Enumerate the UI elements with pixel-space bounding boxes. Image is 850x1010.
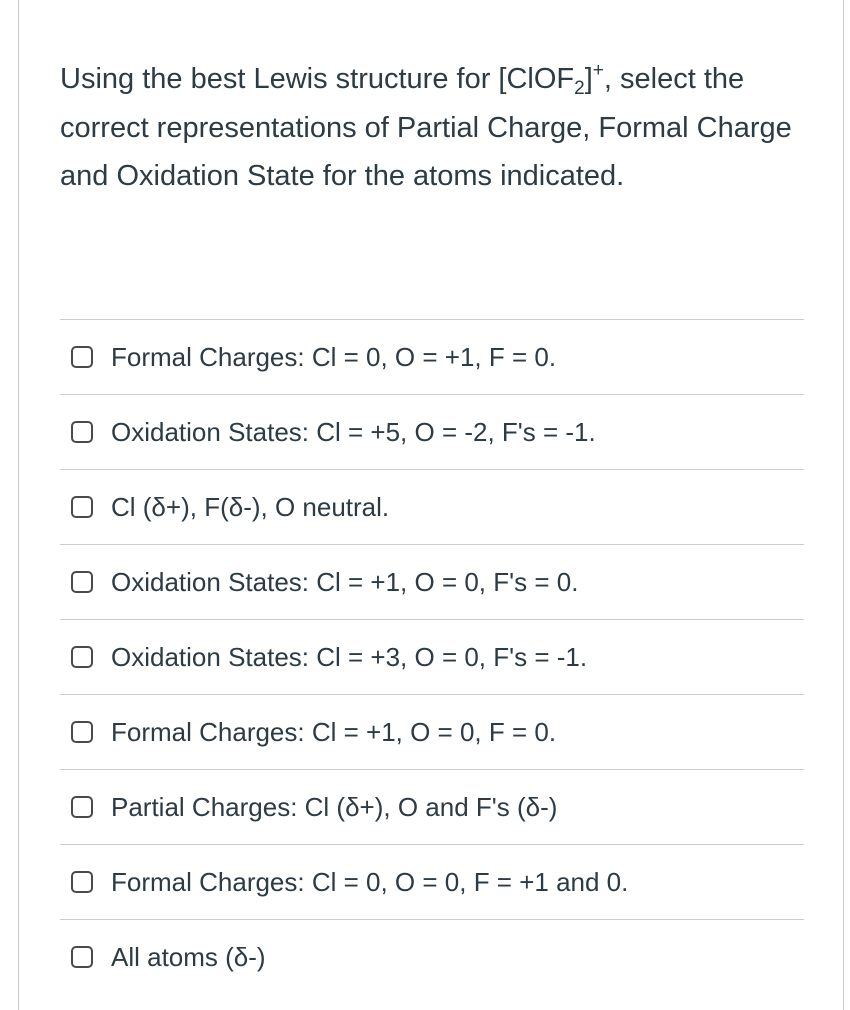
answer-option[interactable] xyxy=(60,619,804,694)
question-text xyxy=(60,55,820,201)
answer-label: Partial Charges: Cl (δ+), O and F's (δ-) xyxy=(111,791,558,822)
question-superscript: + xyxy=(592,60,604,81)
answer-option[interactable] xyxy=(60,544,804,619)
answer-label: Oxidation States: Cl = +3, O = 0, F's = -1. xyxy=(111,641,588,672)
answer-option[interactable] xyxy=(60,919,804,994)
question-text-end: , select the correct representations of Partial Charge, Formal Charge and Oxidation State for the atoms indicated. xyxy=(60,63,792,192)
answer-label: Oxidation States: Cl = +5, O = -2, F's = -1. xyxy=(111,416,596,447)
question-text-start: Using the best Lewis structure for [ClOF xyxy=(60,63,575,95)
answer-label: Cl (δ+), F(δ-), O neutral. xyxy=(111,491,390,522)
answer-label: Formal Charges: Cl = 0, O = 0, F = +1 and 0. xyxy=(111,866,629,897)
checkbox-icon[interactable] xyxy=(71,646,93,668)
answer-label: Formal Charges: Cl = 0, O = +1, F = 0. xyxy=(111,341,557,372)
answer-option[interactable] xyxy=(60,394,804,469)
answer-option[interactable] xyxy=(60,844,804,919)
question-subscript: 2 xyxy=(574,78,585,99)
checkbox-icon[interactable] xyxy=(71,421,93,443)
answer-option[interactable] xyxy=(60,319,804,394)
answer-option[interactable] xyxy=(60,769,804,844)
answer-label: Formal Charges: Cl = +1, O = 0, F = 0. xyxy=(111,716,557,747)
answer-list xyxy=(60,319,804,994)
answer-option[interactable] xyxy=(60,694,804,769)
question-bracket: ] xyxy=(584,63,593,95)
checkbox-icon[interactable] xyxy=(71,346,93,368)
checkbox-icon[interactable] xyxy=(71,496,93,518)
checkbox-icon[interactable] xyxy=(71,946,93,968)
answer-label: Oxidation States: Cl = +1, O = 0, F's = 0. xyxy=(111,566,579,597)
checkbox-icon[interactable] xyxy=(71,871,93,893)
checkbox-icon[interactable] xyxy=(71,571,93,593)
answer-option[interactable] xyxy=(60,469,804,544)
checkbox-icon[interactable] xyxy=(71,796,93,818)
answer-label: All atoms (δ-) xyxy=(111,941,266,972)
checkbox-icon[interactable] xyxy=(71,721,93,743)
